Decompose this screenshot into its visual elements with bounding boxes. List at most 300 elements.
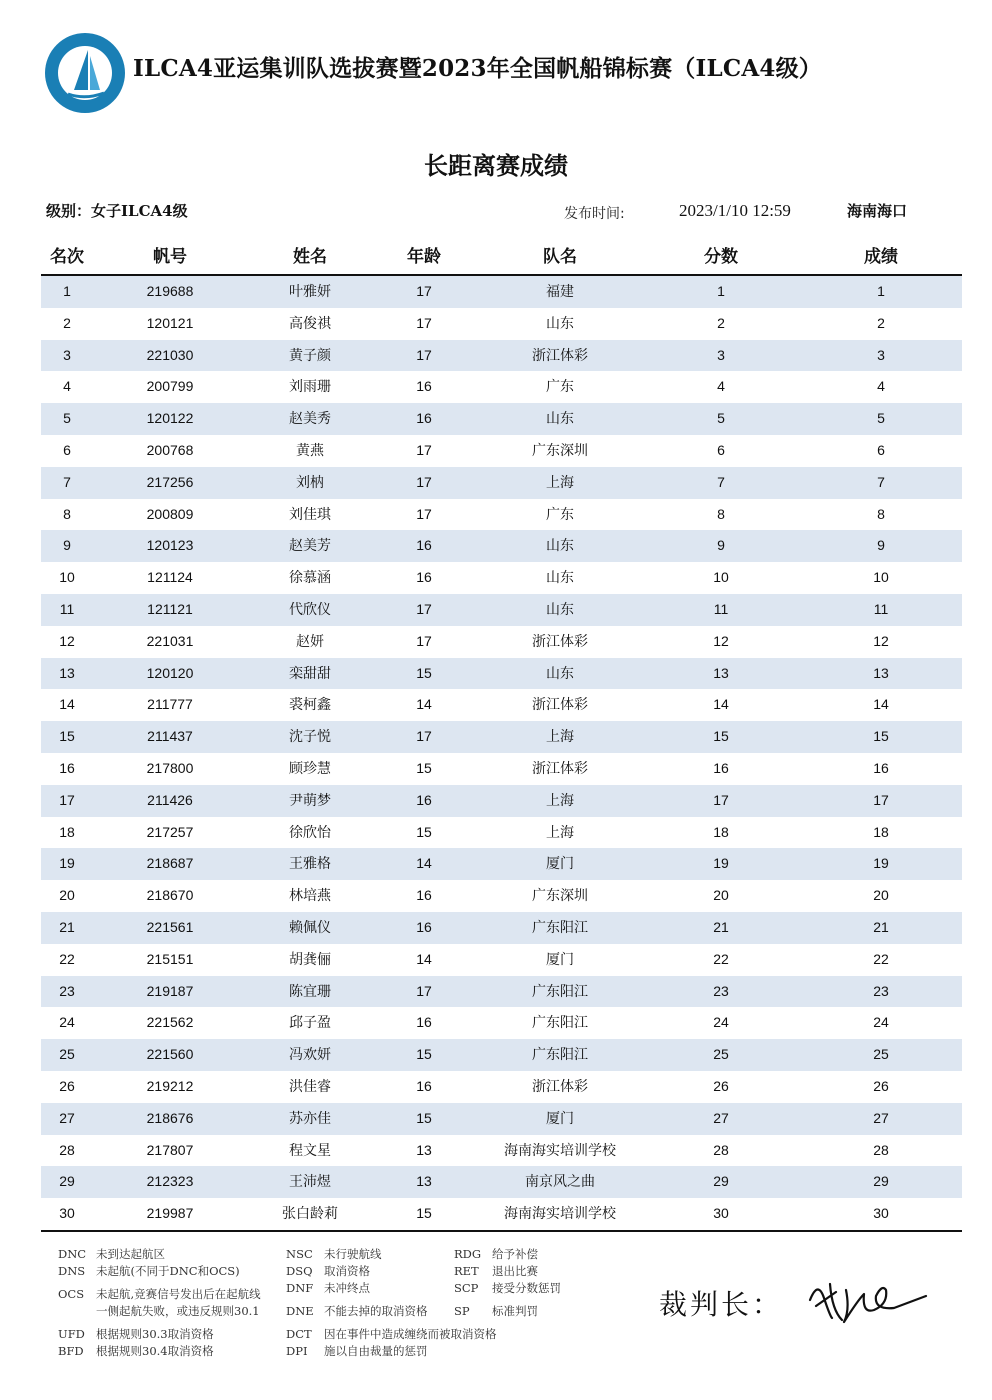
team-cell: 福建: [546, 283, 574, 299]
legend-item: [286, 1280, 370, 1296]
name-cell: 赵美秀: [289, 410, 331, 427]
column-header: 姓名: [293, 247, 327, 267]
score-cell: 10: [713, 569, 729, 586]
team-cell: 南京风之曲: [525, 1173, 595, 1190]
name-cell: 叶雅妍: [289, 283, 331, 299]
team-cell: 厦门: [546, 950, 574, 967]
sail-number-cell: 218670: [146, 887, 194, 904]
score-cell: 28: [713, 1141, 729, 1158]
age-cell: 15: [416, 1046, 432, 1063]
age-cell: 14: [416, 855, 432, 872]
score-cell: 18: [713, 823, 729, 840]
rank-cell: 18: [59, 823, 75, 840]
legend-text: 未行驶航线: [324, 1247, 382, 1261]
name-cell: 刘雨珊: [289, 378, 331, 395]
sail-number-cell: 200799: [146, 378, 194, 395]
result-cell: 7: [877, 473, 885, 490]
legend-item: [286, 1326, 497, 1342]
legend-item: [286, 1263, 370, 1279]
name-cell: 邱子盈: [289, 1014, 331, 1031]
age-cell: 17: [416, 283, 432, 299]
sail-number-cell: 121121: [147, 600, 193, 617]
rank-cell: 1: [63, 283, 71, 299]
rank-cell: 22: [59, 950, 75, 967]
column-header: 年龄: [407, 247, 441, 267]
rank-cell: 5: [63, 410, 71, 427]
table-row: [41, 912, 962, 944]
legend-item: [454, 1263, 538, 1279]
legend-item: [454, 1246, 538, 1262]
name-cell: 程文星: [289, 1141, 331, 1158]
age-cell: 16: [416, 887, 432, 904]
table-row: [41, 753, 962, 785]
team-cell: 上海: [546, 728, 574, 745]
age-cell: 16: [416, 410, 432, 427]
sail-number-cell: 221562: [146, 1014, 194, 1031]
score-cell: 12: [713, 632, 729, 649]
name-cell: 赵妍: [296, 632, 324, 649]
score-cell: 1: [717, 283, 725, 299]
rank-cell: 15: [59, 728, 75, 745]
team-cell: 浙江体彩: [532, 759, 588, 776]
legend-code: RDG: [454, 1247, 482, 1261]
sail-number-cell: 219987: [146, 1205, 194, 1222]
table-row: [41, 1103, 962, 1135]
referee-signature: [802, 1270, 932, 1326]
sail-number-cell: 211426: [147, 791, 193, 808]
column-header: 分数: [704, 247, 738, 267]
team-cell: 广东: [546, 378, 574, 395]
team-cell: 广东: [546, 505, 574, 522]
table-row: [41, 689, 962, 721]
result-cell: 2: [877, 314, 885, 331]
legend-text: 根据规则30.3取消资格: [96, 1327, 214, 1341]
legend-code: DSQ: [286, 1264, 313, 1278]
legend-text: 因在事件中造成缠绕而被取消资格: [324, 1327, 497, 1341]
name-cell: 尹萌梦: [289, 791, 331, 808]
table-bottom-rule: [41, 1230, 962, 1232]
score-cell: 27: [713, 1109, 729, 1126]
rank-cell: 14: [59, 696, 75, 713]
legend-item: [58, 1326, 214, 1342]
result-cell: 20: [873, 887, 889, 904]
result-cell: 24: [873, 1014, 889, 1031]
sail-number-cell: 221030: [146, 346, 194, 363]
result-cell: 6: [877, 441, 885, 458]
score-cell: 13: [713, 664, 729, 681]
table-row: [41, 467, 962, 499]
legend-item: [58, 1303, 260, 1319]
score-cell: 8: [717, 505, 725, 522]
column-header: 名次: [50, 247, 84, 267]
name-cell: 徐慕涵: [289, 569, 331, 586]
legend-item: [58, 1286, 261, 1302]
result-cell: 15: [873, 728, 889, 745]
legend-text: 未到达起航区: [96, 1247, 165, 1261]
table-row: [41, 371, 962, 403]
team-cell: 上海: [546, 823, 574, 840]
table-header: [41, 232, 962, 276]
legend-text: 一侧起航失败，或违反规则30.1: [96, 1304, 260, 1318]
sail-number-cell: 217807: [146, 1141, 194, 1158]
result-cell: 29: [873, 1173, 889, 1190]
rank-cell: 19: [59, 855, 75, 872]
rank-cell: 16: [59, 759, 75, 776]
sail-number-cell: 221561: [146, 918, 194, 935]
sail-number-cell: 215151: [146, 950, 194, 967]
name-cell: 苏亦佳: [289, 1109, 331, 1126]
score-cell: 14: [713, 696, 729, 713]
score-cell: 2: [717, 314, 725, 331]
name-cell: 洪佳睿: [289, 1077, 331, 1094]
legend-code: OCS: [58, 1287, 85, 1301]
result-cell: 8: [877, 505, 885, 522]
team-cell: 上海: [546, 791, 574, 808]
age-cell: 16: [416, 1014, 432, 1031]
legend-text: 未起航,竞赛信号发出后在起航线: [96, 1287, 261, 1301]
sail-number-cell: 219688: [146, 283, 194, 299]
table-row: [41, 1007, 962, 1039]
team-cell: 广东深圳: [532, 887, 588, 904]
team-cell: 广东阳江: [532, 918, 588, 935]
age-cell: 16: [416, 1077, 432, 1094]
name-cell: 陈宜珊: [289, 982, 331, 999]
legend-text: 接受分数惩罚: [492, 1281, 561, 1295]
name-cell: 栾甜甜: [289, 664, 331, 681]
table-row: [41, 1166, 962, 1198]
result-cell: 4: [877, 378, 885, 395]
score-cell: 30: [713, 1205, 729, 1222]
publish-time-label: 发布时间:: [564, 206, 625, 222]
name-cell: 徐欣怡: [289, 823, 331, 840]
legend-text: 给予补偿: [492, 1247, 538, 1261]
legend-code: SCP: [454, 1281, 479, 1295]
age-cell: 15: [416, 664, 432, 681]
legend-text: 退出比赛: [492, 1264, 538, 1278]
sail-number-cell: 218687: [146, 855, 194, 872]
score-cell: 9: [717, 537, 725, 554]
rank-cell: 20: [59, 887, 75, 904]
legend-item: [58, 1343, 214, 1359]
legend-text: 施以自由裁量的惩罚: [324, 1344, 428, 1358]
team-cell: 广东阳江: [532, 982, 588, 999]
table-row: [41, 1135, 962, 1167]
legend-code: DNC: [58, 1247, 87, 1261]
sail-number-cell: 211437: [147, 728, 193, 745]
name-cell: 顾珍慧: [289, 759, 331, 776]
name-cell: 林培燕: [289, 887, 331, 904]
name-cell: 黄燕: [296, 441, 324, 458]
report-title: 长距离赛成绩: [424, 151, 568, 180]
table-row: [41, 308, 962, 340]
rank-cell: 7: [63, 473, 71, 490]
publish-time: 2023/1/10 12:59: [679, 201, 791, 220]
legend-text: 取消资格: [324, 1264, 370, 1278]
sail-number-cell: 200809: [146, 505, 194, 522]
name-cell: 赵美芳: [289, 537, 331, 554]
score-cell: 23: [713, 982, 729, 999]
rank-cell: 24: [59, 1014, 75, 1031]
age-cell: 17: [416, 728, 432, 745]
table-row: [41, 403, 962, 435]
result-cell: 14: [873, 696, 889, 713]
score-cell: 15: [713, 728, 729, 745]
table-row: [41, 658, 962, 690]
results-table: [41, 232, 962, 1232]
score-cell: 6: [717, 441, 725, 458]
score-cell: 20: [713, 887, 729, 904]
age-cell: 14: [416, 950, 432, 967]
team-cell: 广东阳江: [532, 1046, 588, 1063]
team-cell: 浙江体彩: [532, 1077, 588, 1094]
rank-cell: 17: [59, 791, 75, 808]
age-cell: 16: [416, 918, 432, 935]
name-cell: 高俊祺: [289, 314, 331, 331]
sail-number-cell: 221560: [146, 1046, 194, 1063]
age-cell: 17: [416, 314, 432, 331]
rank-cell: 28: [59, 1141, 75, 1158]
name-cell: 沈子悦: [289, 728, 331, 745]
age-cell: 15: [416, 1205, 432, 1222]
rank-cell: 10: [59, 569, 75, 586]
rank-cell: 2: [63, 314, 71, 331]
result-cell: 12: [873, 632, 889, 649]
team-cell: 海南海实培训学校: [504, 1205, 616, 1222]
table-row: [41, 435, 962, 467]
name-cell: 刘枘: [296, 473, 324, 490]
name-cell: 代欣仪: [289, 600, 331, 617]
table-row: [41, 880, 962, 912]
table-row: [41, 785, 962, 817]
age-cell: 17: [416, 632, 432, 649]
age-cell: 17: [416, 982, 432, 999]
legend-text: 标准判罚: [492, 1304, 538, 1318]
sail-number-cell: 217800: [146, 759, 194, 776]
age-cell: 15: [416, 759, 432, 776]
rank-cell: 6: [63, 441, 71, 458]
legend-text: 未起航(不同于DNC和OCS): [96, 1264, 240, 1278]
legend-text: 未冲终点: [324, 1281, 370, 1295]
event-title: ILCA4亚运集训队选拔赛暨2023年全国帆船锦标赛（ILCA4级）: [133, 55, 822, 82]
age-cell: 13: [416, 1141, 432, 1158]
name-cell: 胡龚俪: [289, 950, 331, 967]
name-cell: 王沛煜: [289, 1173, 331, 1190]
result-cell: 23: [873, 982, 889, 999]
rank-cell: 21: [59, 918, 75, 935]
team-cell: 山东: [546, 600, 574, 617]
table-row: [41, 562, 962, 594]
score-cell: 4: [717, 378, 725, 395]
table-row: [41, 721, 962, 753]
legend-code: DNS: [58, 1264, 86, 1278]
name-cell: 刘佳琪: [289, 505, 331, 522]
rank-cell: 11: [59, 600, 75, 617]
result-cell: 19: [873, 855, 889, 872]
rank-cell: 25: [59, 1046, 75, 1063]
venue: 海南海口: [847, 202, 908, 220]
result-cell: 17: [873, 791, 889, 808]
team-cell: 厦门: [546, 855, 574, 872]
legend-code: DNF: [286, 1281, 314, 1295]
name-cell: 张白龄莉: [282, 1205, 338, 1222]
result-cell: 18: [873, 823, 889, 840]
age-cell: 16: [416, 791, 432, 808]
table-row: [41, 1198, 962, 1230]
rank-cell: 30: [59, 1205, 75, 1222]
sail-number-cell: 120120: [146, 664, 194, 681]
result-cell: 3: [877, 346, 885, 363]
score-cell: 24: [713, 1014, 729, 1031]
age-cell: 16: [416, 537, 432, 554]
sail-number-cell: 219212: [146, 1077, 194, 1094]
table-body: [41, 276, 962, 1230]
rank-cell: 13: [59, 664, 75, 681]
age-cell: 17: [416, 346, 432, 363]
legend-code: DNE: [286, 1304, 314, 1318]
legend-code: RET: [454, 1264, 479, 1278]
table-row: [41, 340, 962, 372]
score-cell: 22: [713, 950, 729, 967]
name-cell: 黄子颜: [289, 346, 331, 363]
legend-item: [286, 1303, 428, 1319]
legend-item: [286, 1246, 382, 1262]
legend-text: 根据规则30.4取消资格: [96, 1344, 214, 1358]
name-cell: 王雅格: [289, 855, 331, 872]
name-cell: 裘柯鑫: [289, 696, 331, 713]
rank-cell: 29: [59, 1173, 75, 1190]
rank-cell: 27: [59, 1109, 75, 1126]
team-cell: 上海: [546, 473, 574, 490]
sail-number-cell: 121124: [147, 569, 193, 586]
legend-item: [286, 1343, 428, 1359]
result-cell: 22: [873, 950, 889, 967]
name-cell: 冯欢妍: [289, 1046, 331, 1063]
legend-item: [454, 1280, 561, 1296]
result-cell: 26: [873, 1077, 889, 1094]
score-cell: 26: [713, 1077, 729, 1094]
column-header: 队名: [543, 247, 577, 267]
table-row: [41, 1071, 962, 1103]
age-cell: 17: [416, 473, 432, 490]
sail-number-cell: 212323: [146, 1173, 194, 1190]
rank-cell: 12: [59, 632, 75, 649]
chief-referee-label: 裁判长：: [659, 1288, 784, 1321]
age-cell: 15: [416, 823, 432, 840]
table-row: [41, 976, 962, 1008]
age-cell: 17: [416, 600, 432, 617]
sail-number-cell: 120123: [146, 537, 194, 554]
sail-number-cell: 217257: [146, 823, 194, 840]
table-row: [41, 817, 962, 849]
sail-number-cell: 120122: [146, 410, 194, 427]
category-label: 级别：女子ILCA4级: [46, 202, 188, 220]
result-cell: 30: [873, 1205, 889, 1222]
sail-number-cell: 219187: [146, 982, 194, 999]
rank-cell: 4: [63, 378, 71, 395]
team-cell: 海南海实培训学校: [504, 1141, 616, 1158]
sail-number-cell: 120121: [146, 314, 194, 331]
legend-text: 不能去掉的取消资格: [324, 1304, 428, 1318]
table-row: [41, 1039, 962, 1071]
score-cell: 25: [713, 1046, 729, 1063]
result-cell: 11: [873, 600, 889, 617]
team-cell: 浙江体彩: [532, 696, 588, 713]
result-cell: 16: [873, 759, 889, 776]
table-row: [41, 530, 962, 562]
team-cell: 山东: [546, 664, 574, 681]
team-cell: 山东: [546, 569, 574, 586]
score-cell: 5: [717, 410, 725, 427]
table-row: [41, 626, 962, 658]
score-cell: 16: [713, 759, 729, 776]
score-cell: 7: [717, 473, 725, 490]
rank-cell: 9: [63, 537, 71, 554]
result-cell: 9: [877, 537, 885, 554]
result-cell: 10: [873, 569, 889, 586]
sail-number-cell: 218676: [146, 1109, 194, 1126]
result-cell: 5: [877, 410, 885, 427]
name-cell: 赖佩仪: [289, 918, 331, 935]
table-row: [41, 848, 962, 880]
team-cell: 浙江体彩: [532, 346, 588, 363]
result-cell: 13: [873, 664, 889, 681]
table-row: [41, 594, 962, 626]
sail-number-cell: 211777: [147, 696, 193, 713]
age-cell: 16: [416, 569, 432, 586]
association-logo: [44, 32, 126, 114]
result-cell: 27: [873, 1109, 889, 1126]
age-cell: 15: [416, 1109, 432, 1126]
score-cell: 29: [713, 1173, 729, 1190]
table-row: [41, 499, 962, 531]
rank-cell: 23: [59, 982, 75, 999]
team-cell: 广东阳江: [532, 1014, 588, 1031]
legend-code: BFD: [58, 1344, 84, 1358]
result-cell: 25: [873, 1046, 889, 1063]
age-cell: 16: [416, 378, 432, 395]
score-cell: 21: [713, 918, 729, 935]
legend-item: [454, 1303, 538, 1319]
team-cell: 浙江体彩: [532, 632, 588, 649]
sail-number-cell: 217256: [146, 473, 194, 490]
score-cell: 19: [713, 855, 729, 872]
table-row: [41, 944, 962, 976]
table-row: [41, 276, 962, 308]
result-cell: 21: [873, 918, 889, 935]
team-cell: 广东深圳: [532, 441, 588, 458]
team-cell: 厦门: [546, 1109, 574, 1126]
rank-cell: 3: [63, 346, 71, 363]
sail-number-cell: 221031: [146, 632, 194, 649]
age-cell: 17: [416, 505, 432, 522]
score-cell: 3: [717, 346, 725, 363]
team-cell: 山东: [546, 314, 574, 331]
legend-code: DCT: [286, 1327, 312, 1341]
rank-cell: 26: [59, 1077, 75, 1094]
rank-cell: 8: [63, 505, 71, 522]
result-cell: 28: [873, 1141, 889, 1158]
legend-code: UFD: [58, 1327, 85, 1341]
team-cell: 山东: [546, 410, 574, 427]
legend-code: DPI: [286, 1344, 308, 1358]
age-cell: 17: [416, 441, 432, 458]
team-cell: 山东: [546, 537, 574, 554]
score-cell: 17: [713, 791, 729, 808]
score-cell: 11: [713, 600, 729, 617]
legend-item: [58, 1246, 165, 1262]
legend-code: NSC: [286, 1247, 313, 1261]
age-cell: 13: [416, 1173, 432, 1190]
